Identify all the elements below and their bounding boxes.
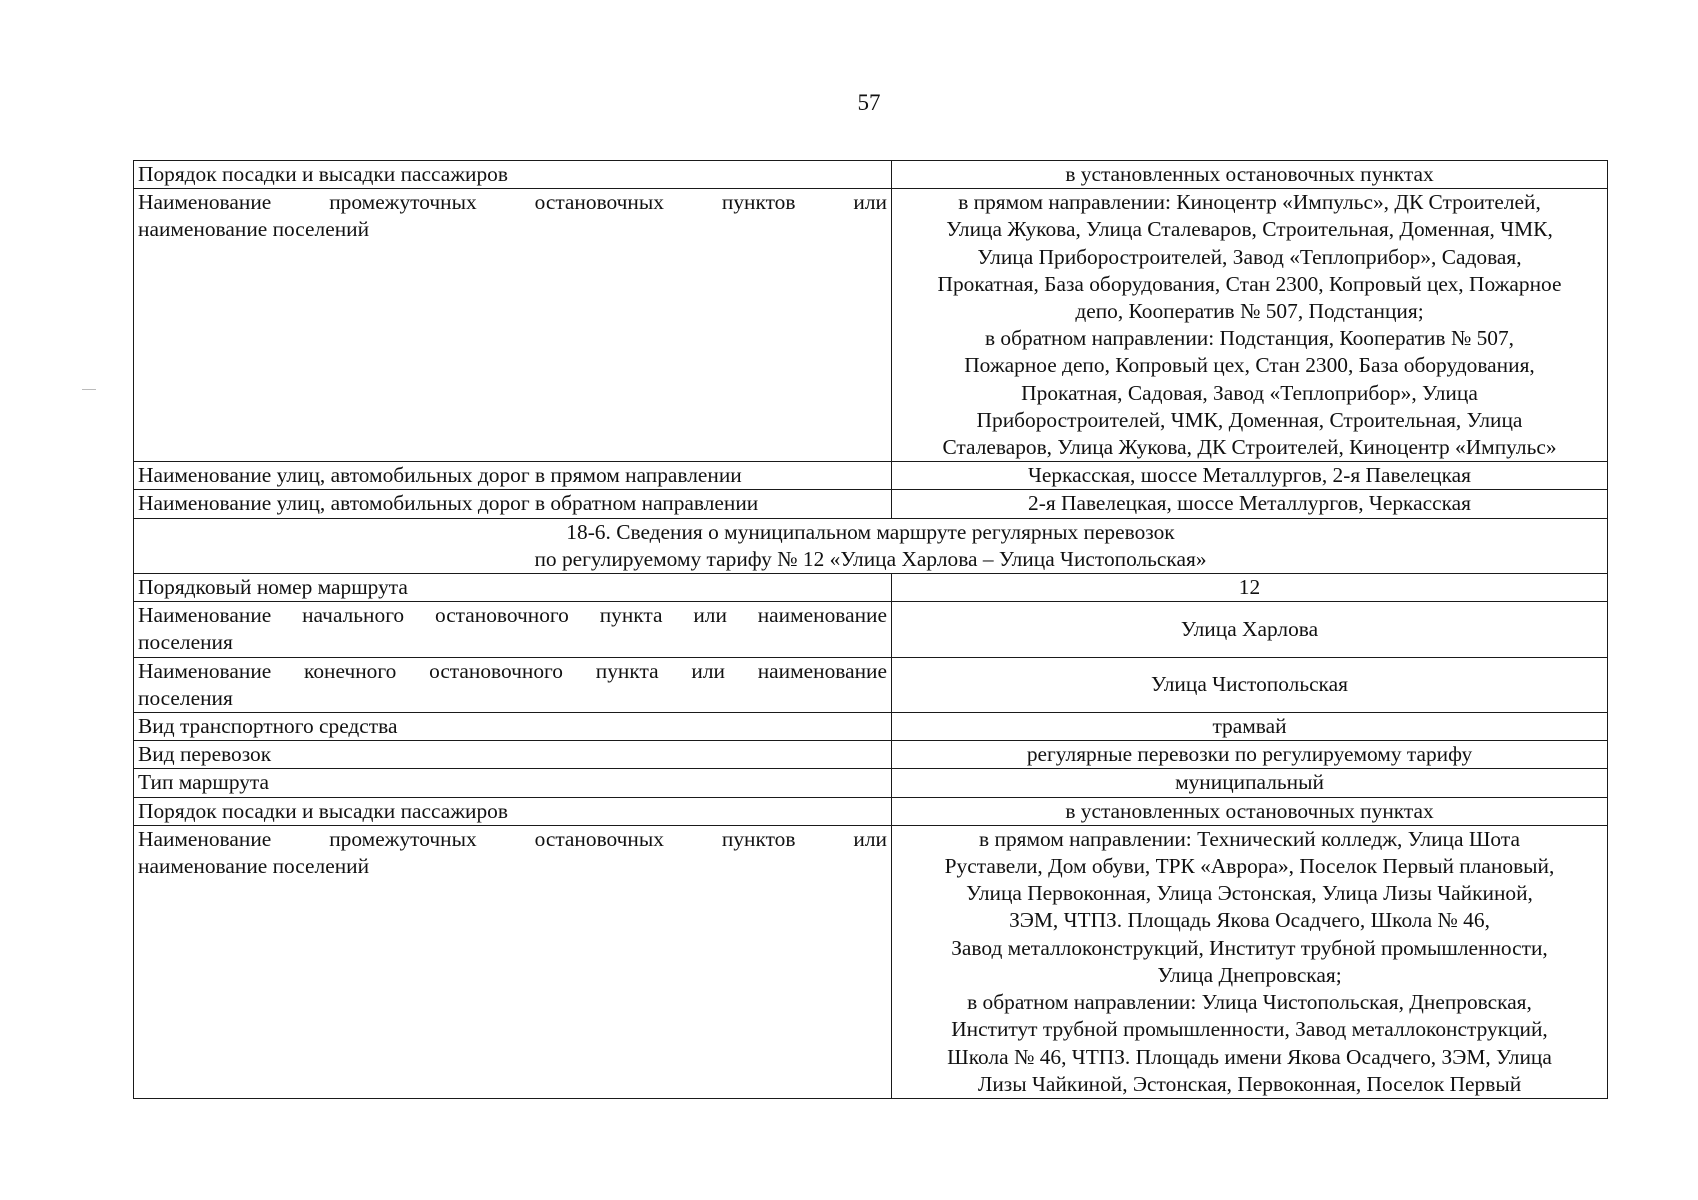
label-line: Наименование начального остановочного пункта или наименование [138,603,887,628]
label-line: поселения [138,630,233,655]
table-row [134,797,1608,825]
row-value: Улица Харлова [892,602,1608,657]
value-line: Прокатная, Садовая, Завод «Теплоприбор», Улица [1021,380,1478,405]
row-label [134,602,892,657]
value-line: в прямом направлении: Киноцентр «Импульс», ДК Строителей, [958,190,1541,215]
section-title [134,518,1608,573]
route-info-table [133,160,1608,1099]
row-label: Вид транспортного средства [134,713,892,741]
row-label [134,189,892,462]
section-title-line: по регулируемому тарифу № 12 «Улица Харлова – Улица Чистопольская» [534,546,1207,571]
row-label: Тип маршрута [134,769,892,797]
value-line: Улица Жукова, Улица Сталеваров, Строительная, Доменная, ЧМК, [946,217,1553,242]
value-line: Завод металлоконструкций, Институт трубной промышленности, [951,935,1548,960]
value-line: Руставели, Дом обуви, ТРК «Аврора», Поселок Первый плановый, [944,854,1555,879]
value-line: Улица Первоконная, Улица Эстонская, Улица Лизы Чайкиной, [966,881,1533,906]
row-value: Черкасская, шоссе Металлургов, 2-я Павелецкая [892,462,1608,490]
section-header-row [134,518,1608,573]
row-value [892,825,1608,1098]
margin-mark [82,389,96,390]
value-line: Прокатная, База оборудования, Стан 2300, Копровый цех, Пожарное [937,271,1562,296]
value-line: ЗЭМ, ЧТПЗ. Площадь Якова Осадчего, Школа № 46, [1009,908,1490,933]
table-row [134,490,1608,518]
row-label: Порядок посадки и высадки пассажиров [134,161,892,189]
value-line: Пожарное депо, Копровый цех, Стан 2300, База оборудования, [964,353,1535,378]
value-line: депо, Кооператив № 507, Подстанция; [1075,299,1424,324]
table-row [134,825,1608,1098]
table-row [134,769,1608,797]
row-value: муниципальный [892,769,1608,797]
table-row [134,161,1608,189]
row-value: 2-я Павелецкая, шоссе Металлургов, Черкасская [892,490,1608,518]
row-label [134,657,892,712]
value-line: Школа № 46, ЧТПЗ. Площадь имени Якова Осадчего, ЗЭМ, Улица [947,1044,1552,1069]
row-label: Порядковый номер маршрута [134,574,892,602]
row-value: в установленных остановочных пунктах [892,797,1608,825]
value-line: в обратном направлении: Улица Чистопольская, Днепровская, [967,990,1532,1015]
label-line: Наименование промежуточных остановочных пунктов или [138,826,887,851]
value-line: Сталеваров, Улица Жукова, ДК Строителей, Киноцентр «Импульс» [942,435,1557,460]
row-value: регулярные перевозки по регулируемому тарифу [892,741,1608,769]
label-line: поселения [138,685,233,710]
row-label [134,825,892,1098]
label-line: наименование поселений [138,217,370,242]
value-line: Институт трубной промышленности, Завод металлоконструкций, [951,1017,1548,1042]
row-value: трамвай [892,713,1608,741]
table-row [134,189,1608,462]
row-label: Наименование улиц, автомобильных дорог в обратном направлении [134,490,892,518]
row-label: Вид перевозок [134,741,892,769]
value-line: Лизы Чайкиной, Эстонская, Первоконная, Поселок Первый [977,1071,1522,1096]
value-line: в обратном направлении: Подстанция, Кооператив № 507, [984,326,1515,351]
value-line: Улица Приборостроителей, Завод «Теплоприбор», Садовая, [977,244,1522,269]
row-label: Наименование улиц, автомобильных дорог в прямом направлении [134,462,892,490]
table-row [134,462,1608,490]
row-value [892,189,1608,462]
row-value: в установленных остановочных пунктах [892,161,1608,189]
label-line: Наименование промежуточных остановочных пунктов или [138,190,887,215]
page-number: 57 [857,90,881,115]
value-line: Приборостроителей, ЧМК, Доменная, Строительная, Улица [976,407,1523,432]
table-row [134,713,1608,741]
section-title-line: 18-6. Сведения о муниципальном маршруте регулярных перевозок [566,519,1175,544]
table-row [134,574,1608,602]
value-line: в прямом направлении: Технический колледж, Улица Шота [979,826,1520,851]
table-row [134,741,1608,769]
row-value: 12 [892,574,1608,602]
value-line: Улица Днепровская; [1157,962,1342,987]
row-value: Улица Чистопольская [892,657,1608,712]
label-line: наименование поселений [138,854,370,879]
table-row [134,657,1608,712]
row-label: Порядок посадки и высадки пассажиров [134,797,892,825]
table-row [134,602,1608,657]
label-line: Наименование конечного остановочного пункта или наименование [138,658,887,683]
